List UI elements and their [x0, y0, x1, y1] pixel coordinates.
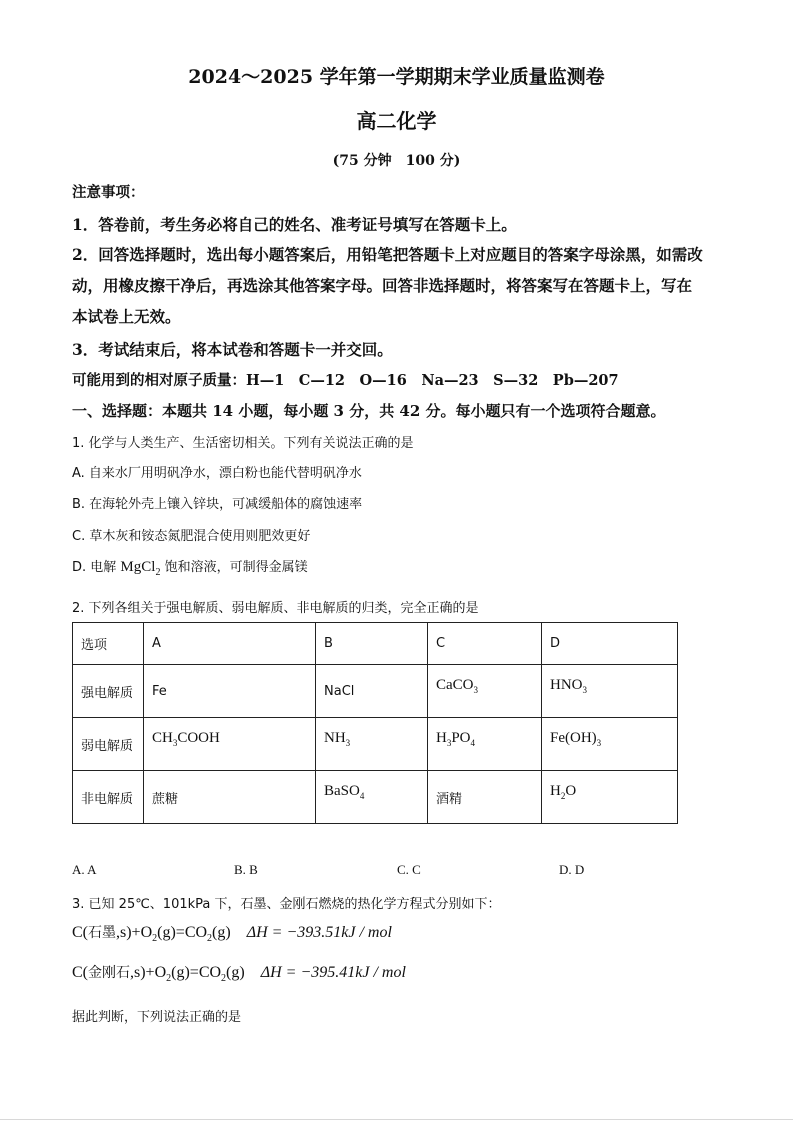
q1-option-d-formula: MgCl$_2$ — [120, 559, 161, 578]
q3-stem: 3. 已知 25℃、101kPa 下，石墨、金刚石燃烧的热化学方程式分别如下： — [72, 897, 501, 912]
notes-item-3: 3．考试结束后，将本试卷和答题卡一并交回。 — [72, 340, 393, 359]
q2-option-b: B. B — [234, 862, 258, 877]
table-cell-formula-nh3: $NH_3$ — [316, 718, 428, 771]
table-header-cell: B — [316, 623, 428, 665]
exam-subject: 高二化学 — [356, 109, 437, 133]
table-header-cell: C — [428, 623, 542, 665]
electrolyte-table — [72, 622, 678, 824]
exam-time-score: (75 分钟 100 分) — [332, 153, 461, 169]
notes-heading: 注意事项： — [72, 184, 145, 201]
table-row-strong — [73, 665, 678, 718]
table-header-cell: 选项 — [73, 623, 144, 665]
q2-option-d: D. D — [559, 862, 585, 877]
q3-eq2-rhs: ΔH = −395.41kJ / mol — [260, 964, 406, 981]
q1-option-d-prefix: D. 电解 — [72, 560, 117, 575]
q2-option-c: C. C — [397, 862, 421, 877]
table-cell: 蔗糖 — [144, 771, 316, 824]
thermo-equation-graphite: C(石墨$,s)+O_2(g)=CO_2(g)$ ΔH = −393.51kJ / mol — [72, 924, 392, 945]
table-cell-formula-feoh3: $Fe(OH)_3$ — [542, 718, 678, 771]
table-cell-formula-caco3: CaCO$_3$ — [428, 665, 542, 718]
q2-stem: 2. 下列各组关于强电解质、弱电解质、非电解质的归类，完全正确的是 — [72, 601, 479, 616]
table-row-label: 非电解质 — [73, 771, 144, 824]
table-cell-formula-ch3cooh: $CH_3COOH$ — [144, 718, 316, 771]
atomic-masses: 可能用到的相对原子质量：H—1 C—12 O—16 Na—23 S—32 Pb—207 — [72, 372, 619, 389]
table-cell-formula-hno3: $HNO_3$ — [542, 665, 678, 718]
exam-title: 2024～2025 学年第一学期期末学业质量监测卷 — [188, 66, 605, 88]
q1-option-a: A. 自来水厂用明矾净水，漂白粉也能代替明矾净水 — [72, 466, 362, 481]
thermo-equation-diamond: C(金刚石$,s)+O_2(g)=CO_2(g)$ ΔH = −395.41kJ / mol — [72, 964, 406, 985]
q1-option-d-suffix: 饱和溶液，可制得金属镁 — [164, 560, 308, 575]
table-row-non — [73, 771, 678, 824]
table-header-row — [73, 623, 678, 665]
q1-option-d — [72, 556, 308, 578]
table-header-cell: D — [542, 623, 678, 665]
q1-stem: 1. 化学与人类生产、生活密切相关。下列有关说法正确的是 — [72, 436, 414, 451]
notes-item-1: 1．答卷前，考生务必将自己的姓名、准考证号填写在答题卡上。 — [72, 215, 517, 234]
table-cell: Fe — [144, 665, 316, 718]
section-1-heading: 一、选择题：本题共 14 小题，每小题 3 分，共 42 分。每小题只有一个选项符合题意。 — [72, 402, 666, 420]
table-header-cell: A — [144, 623, 316, 665]
table-cell-formula-h2o: $H_2O$ — [542, 771, 678, 824]
notes-item-2-line-2: 动，用橡皮擦干净后，再选涂其他答案字母。回答非选择题时，将答案写在答题卡上，写在 — [72, 276, 693, 295]
notes-item-2-line-1: 2．回答选择题时，选出每小题答案后，用铅笔把答题卡上对应题目的答案字母涂黑，如需改 — [72, 245, 703, 264]
table-cell: NaCl — [316, 665, 428, 718]
notes-item-2-line-3: 本试卷上无效。 — [72, 307, 181, 326]
q1-option-c: C. 草木灰和铵态氮肥混合使用则肥效更好 — [72, 529, 311, 544]
table-row-label: 弱电解质 — [73, 718, 144, 771]
table-row-label: 强电解质 — [73, 665, 144, 718]
q3-tail: 据此判断，下列说法正确的是 — [72, 1010, 242, 1025]
table-row-weak — [73, 718, 678, 771]
q1-option-b: B. 在海轮外壳上镶入锌块，可减缓船体的腐蚀速率 — [72, 497, 363, 512]
table-cell-formula-h3po4: $H_3PO_4$ — [428, 718, 542, 771]
q2-option-a: A. A — [72, 862, 97, 877]
q3-eq1-rhs: ΔH = −393.51kJ / mol — [246, 924, 392, 941]
table-cell-formula-baso4: BaSO$_4$ — [316, 771, 428, 824]
page-bottom-divider — [0, 1119, 793, 1120]
table-cell: 酒精 — [428, 771, 542, 824]
